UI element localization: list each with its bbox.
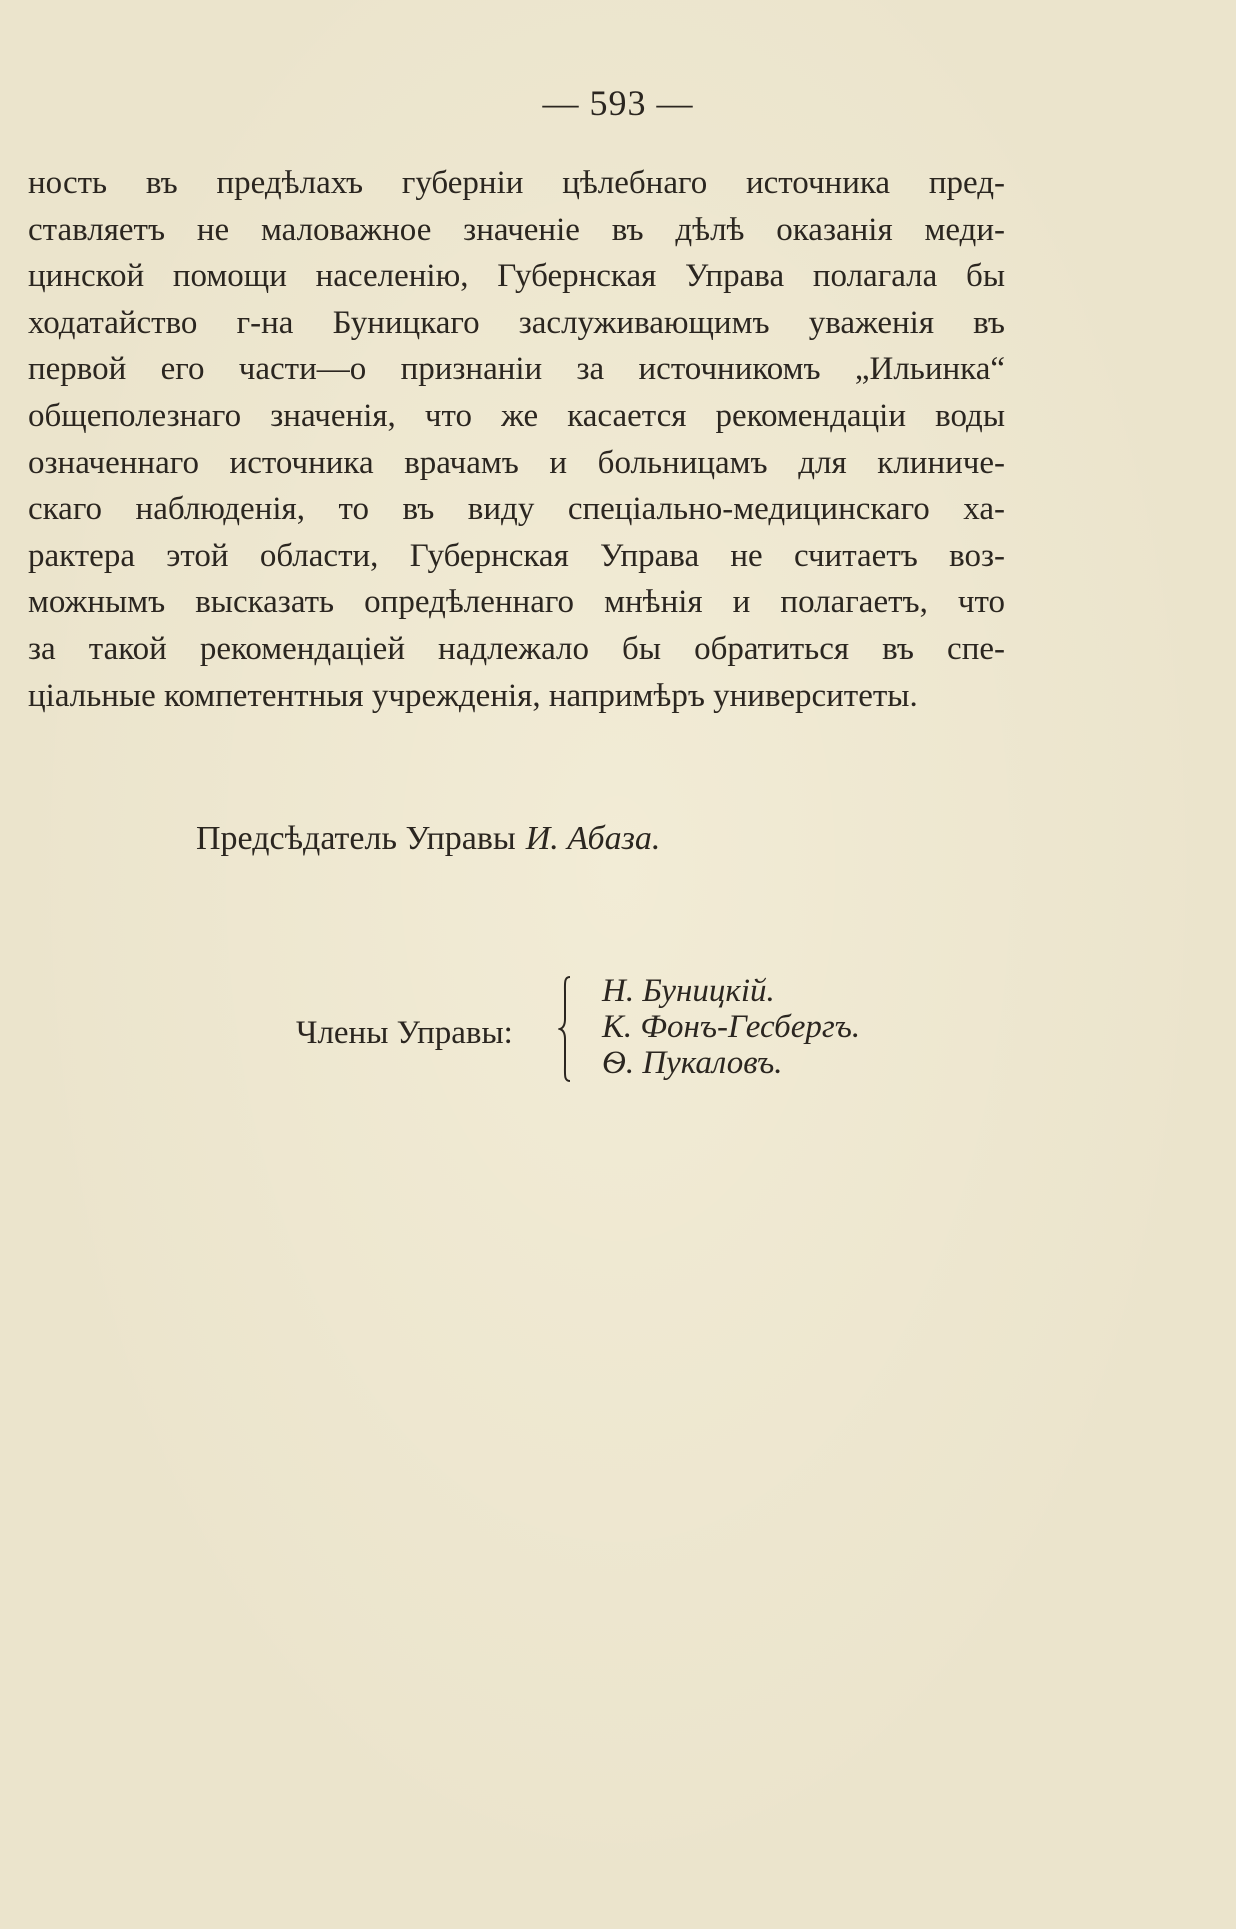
chairman-signature: [196, 820, 660, 858]
member-name: Н. Буницкій.: [602, 973, 775, 1009]
paragraph-line: общеполезнаго значенія, что же касается рекомендаціи воды: [28, 397, 1005, 434]
paragraph-line: можнымъ высказать опредѣленнаго мнѣнія и полагаетъ, что: [28, 584, 1005, 621]
paragraph-line: означеннаго источника врачамъ и больницамъ для клиниче-: [28, 444, 1005, 481]
paragraph-line: первой его части—о признаніи за источникомъ „Ильинка“: [28, 351, 1005, 388]
member-name: Ѳ. Пукаловъ.: [602, 1045, 783, 1081]
chairman-label: Предсѣдатель Управы: [196, 820, 516, 857]
paragraph-line: за такой рекомендаціей надлежало бы обратиться въ спе-: [28, 630, 1005, 667]
page-number: — 593 —: [542, 83, 694, 123]
paragraph-line: цинской помощи населенію, Губернская Управа полагала бы: [28, 258, 1005, 295]
member-name: К. Фонъ-Гесбергъ.: [602, 1009, 861, 1045]
paragraph-line: ціальные компетентныя учрежденія, напримѣръ университеты.: [28, 677, 918, 714]
members-label: Члены Управы:: [296, 1015, 513, 1051]
chairman-name: И. Абаза.: [525, 820, 661, 857]
paragraph-line: ставляетъ не маловажное значеніе въ дѣлѣ оказанія меди-: [28, 211, 1005, 248]
members-signatures: [296, 975, 916, 1085]
paragraph-line: скаго наблюденія, то въ виду спеціально-медицинскаго ха-: [28, 491, 1005, 528]
paragraph-line: ходатайство г-на Буницкаго заслуживающимъ уваженія въ: [28, 304, 1005, 341]
paragraph-line: ность въ предѣлахъ губерніи цѣлебнаго источника пред-: [28, 165, 1005, 201]
paragraph-line: рактера этой области, Губернская Управа не считаетъ воз-: [28, 537, 1005, 574]
curly-brace-icon: [558, 975, 574, 1083]
paragraph: [28, 160, 1005, 719]
